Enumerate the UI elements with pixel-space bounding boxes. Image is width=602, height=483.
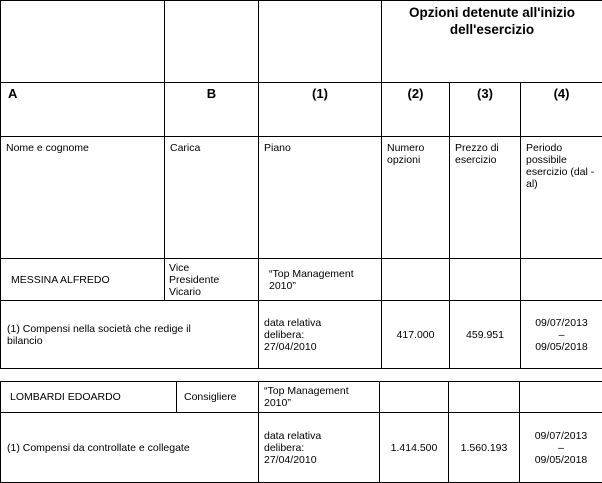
column-role-label: Carica	[165, 137, 259, 259]
record-1-period-sep: –	[521, 329, 602, 341]
record-2-period-to: 09/05/2018	[520, 454, 602, 466]
record-1-role: Vice Presidente Vicario	[165, 259, 259, 301]
column-price-label: Prezzo di esercizio	[450, 137, 521, 259]
column-number-3: (3)	[450, 83, 521, 137]
record-1-period-from: 09/07/2013	[521, 317, 602, 329]
record-2-name: LOMBARDI EDOARDO	[1, 382, 177, 413]
record-2-period-from: 09/07/2013	[520, 430, 602, 442]
record-2-plan-date: data relativa delibera: 27/04/2010	[259, 413, 380, 483]
record-1-plan: “Top Management 2010”	[259, 259, 382, 301]
column-number-1: (1)	[259, 83, 382, 137]
record-1-price: 459.951	[450, 301, 521, 369]
column-num-options-label: Numero opzioni	[382, 137, 450, 259]
record-1-empty-4	[521, 259, 602, 301]
record-1-period-to: 09/05/2018	[521, 341, 602, 353]
record-2-period-sep: –	[520, 442, 602, 454]
header-empty-1	[259, 1, 382, 83]
column-number-2: (2)	[382, 83, 450, 137]
column-plan-label: Piano	[259, 137, 382, 259]
record-2-empty-3	[449, 382, 520, 413]
record-2-price: 1.560.193	[449, 413, 520, 483]
column-letter-b: B	[165, 83, 259, 137]
record-1-empty-2	[382, 259, 450, 301]
group-title: Opzioni detenute all'inizio dell'esercizio	[382, 1, 602, 83]
column-period-label: Periodo possibile esercizio (dal - al)	[521, 137, 602, 259]
record-2-role: Consigliere	[177, 382, 259, 413]
record-2-plan: “Top Management 2010”	[259, 382, 380, 413]
record-2-num-options: 1.414.500	[380, 413, 449, 483]
record-2-empty-4	[520, 382, 602, 413]
record-2-detail-label: (1) Compensi da controllate e collegate	[1, 413, 259, 483]
column-name-label: Nome e cognome	[1, 137, 165, 259]
record-1-period	[521, 301, 602, 369]
record-1-empty-3	[450, 259, 521, 301]
header-empty-a	[1, 1, 165, 83]
column-number-4: (4)	[521, 83, 602, 137]
options-table-record-2	[0, 381, 602, 483]
record-1-detail-label: (1) Compensi nella società che redige il bilancio	[1, 301, 259, 369]
column-letter-a: A	[1, 83, 165, 137]
record-2-period	[520, 413, 602, 483]
record-1-plan-date: data relativa delibera: 27/04/2010	[259, 301, 382, 369]
record-1-num-options: 417.000	[382, 301, 450, 369]
record-1-name: MESSINA ALFREDO	[1, 259, 165, 301]
record-2-empty-2	[380, 382, 449, 413]
header-empty-b	[165, 1, 259, 83]
